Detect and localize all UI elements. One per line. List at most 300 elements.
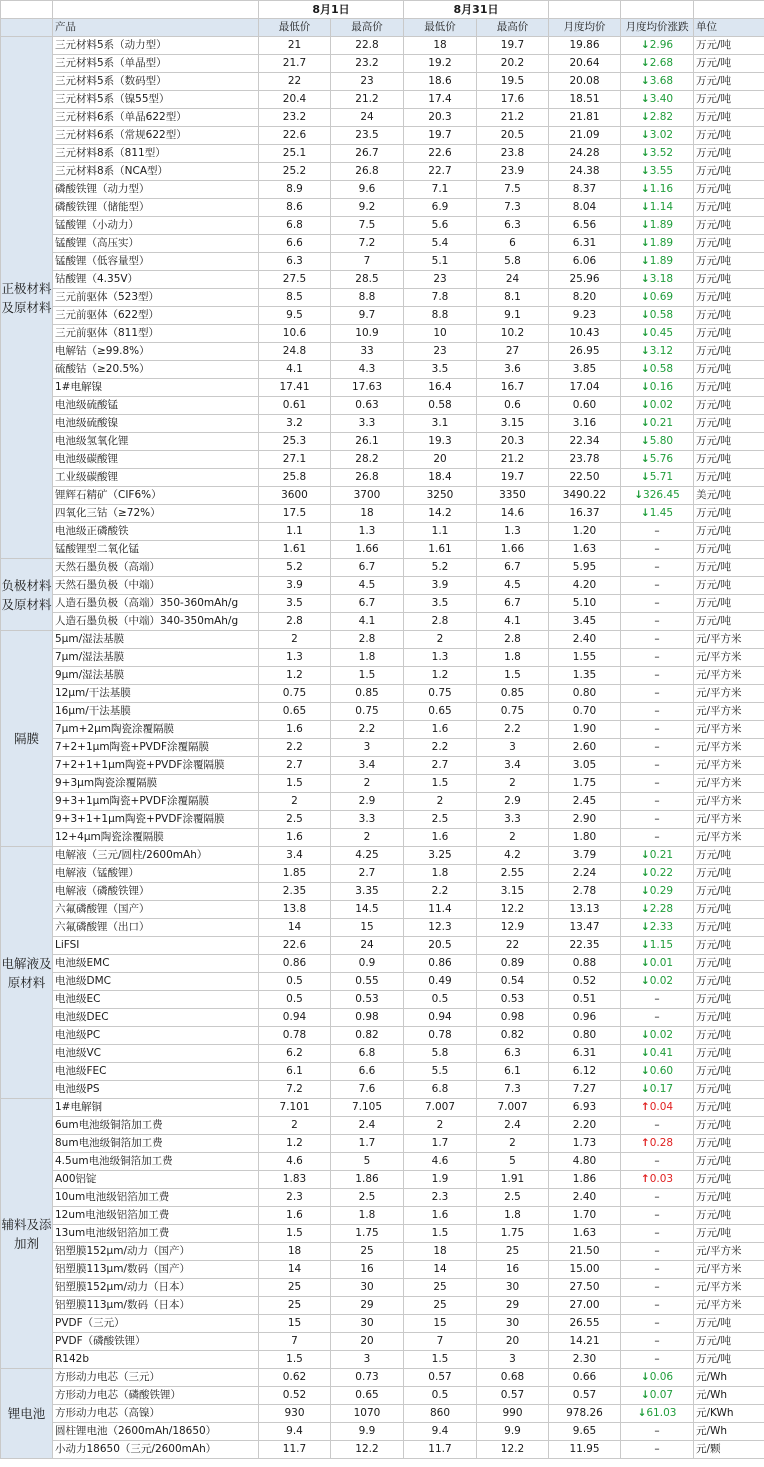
max-price-aug1: 6.7: [331, 595, 404, 613]
avg-change-value: –: [654, 795, 660, 807]
avg-change-value: –: [654, 1299, 660, 1311]
min-price-aug31: 12.3: [404, 919, 477, 937]
max-price-aug1: 0.55: [331, 973, 404, 991]
max-price-aug1: 3.4: [331, 757, 404, 775]
avg-change-cell: [621, 1441, 694, 1459]
product-name: 电池级DMC: [53, 973, 259, 991]
max-price-aug31: 20.2: [477, 55, 549, 73]
product-name: 电解液（磷酸铁锂）: [53, 883, 259, 901]
monthly-avg-price: 9.65: [549, 1423, 621, 1441]
arrow-down-icon: ↓: [640, 219, 650, 231]
monthly-avg-price: 2.30: [549, 1351, 621, 1369]
table-row: [1, 217, 764, 235]
min-price-aug31: 3.5: [404, 361, 477, 379]
avg-change-value: 2.68: [649, 57, 674, 69]
max-price-aug1: 28.5: [331, 271, 404, 289]
unit-label: 万元/吨: [694, 577, 764, 595]
min-price-aug1: 0.52: [259, 1387, 331, 1405]
min-price-aug31: 1.2: [404, 667, 477, 685]
max-price-aug31: 990: [477, 1405, 549, 1423]
min-price-aug31: 0.94: [404, 1009, 477, 1027]
max-price-aug1: 22.8: [331, 37, 404, 55]
min-price-aug31: 25: [404, 1279, 477, 1297]
avg-change-value: –: [654, 831, 660, 843]
avg-change-cell: [621, 1423, 694, 1441]
min-price-aug1: 1.6: [259, 1207, 331, 1225]
min-price-aug31: 4.6: [404, 1153, 477, 1171]
table-row: [1, 793, 764, 811]
max-price-aug31: 7.5: [477, 181, 549, 199]
max-price-aug1: 23: [331, 73, 404, 91]
min-price-aug31: 3.25: [404, 847, 477, 865]
arrow-down-icon: ↓: [640, 75, 650, 87]
max-price-aug1: 9.7: [331, 307, 404, 325]
min-price-aug31: 15: [404, 1315, 477, 1333]
column-header-product: 产品: [53, 19, 259, 37]
min-price-aug1: 7.101: [259, 1099, 331, 1117]
max-price-aug31: 1.75: [477, 1225, 549, 1243]
unit-label: 元/平方米: [694, 703, 764, 721]
avg-change-cell: [621, 433, 694, 451]
monthly-avg-price: 26.95: [549, 343, 621, 361]
unit-label: 元/Wh: [694, 1387, 764, 1405]
min-price-aug1: 9.5: [259, 307, 331, 325]
unit-label: 元/平方米: [694, 793, 764, 811]
min-price-aug31: 1.5: [404, 775, 477, 793]
product-name: 天然石墨负极（高端）: [53, 559, 259, 577]
product-name: 天然石墨负极（中端）: [53, 577, 259, 595]
avg-change-value: –: [654, 1245, 660, 1257]
table-row: [1, 307, 764, 325]
avg-change-value: 2.33: [649, 921, 674, 933]
max-price-aug31: 0.82: [477, 1027, 549, 1045]
max-price-aug1: 1.3: [331, 523, 404, 541]
max-price-aug1: 26.7: [331, 145, 404, 163]
arrow-up-icon: ↑: [640, 1101, 650, 1113]
product-name: 三元材料8系（811型）: [53, 145, 259, 163]
table-row: [1, 253, 764, 271]
table-row: [1, 1405, 764, 1423]
product-name: 6um电池级铜箔加工费: [53, 1117, 259, 1135]
product-name: 7μm+2μm陶瓷涂覆隔膜: [53, 721, 259, 739]
min-price-aug31: 18: [404, 1243, 477, 1261]
arrow-down-icon: ↓: [640, 237, 650, 249]
max-price-aug31: 16.7: [477, 379, 549, 397]
avg-change-cell: [621, 145, 694, 163]
unit-label: 万元/吨: [694, 1117, 764, 1135]
table-row: [1, 1423, 764, 1441]
max-price-aug1: 0.65: [331, 1387, 404, 1405]
header-blank-cell: [1, 19, 53, 37]
product-name: 电池级硫酸锰: [53, 397, 259, 415]
min-price-aug31: 1.61: [404, 541, 477, 559]
avg-change-cell: [621, 973, 694, 991]
avg-change-cell: [621, 235, 694, 253]
max-price-aug1: 2.7: [331, 865, 404, 883]
max-price-aug31: 0.6: [477, 397, 549, 415]
min-price-aug1: 25.8: [259, 469, 331, 487]
avg-change-cell: [621, 343, 694, 361]
max-price-aug31: 20.3: [477, 433, 549, 451]
table-row: [1, 667, 764, 685]
max-price-aug31: 6.1: [477, 1063, 549, 1081]
max-price-aug31: 2.8: [477, 631, 549, 649]
column-header-max-aug1: 最高价: [331, 19, 404, 37]
max-price-aug1: 3700: [331, 487, 404, 505]
unit-label: 万元/吨: [694, 1153, 764, 1171]
arrow-down-icon: ↓: [640, 921, 650, 933]
min-price-aug31: 2.8: [404, 613, 477, 631]
arrow-down-icon: ↓: [640, 435, 650, 447]
unit-label: 元/平方米: [694, 649, 764, 667]
monthly-avg-price: 8.37: [549, 181, 621, 199]
min-price-aug31: 0.49: [404, 973, 477, 991]
min-price-aug1: 6.2: [259, 1045, 331, 1063]
min-price-aug31: 14: [404, 1261, 477, 1279]
max-price-aug1: 21.2: [331, 91, 404, 109]
avg-change-value: 0.01: [649, 957, 674, 969]
monthly-avg-price: 0.51: [549, 991, 621, 1009]
avg-change-cell: [621, 1315, 694, 1333]
monthly-avg-price: 5.95: [549, 559, 621, 577]
min-price-aug1: 2.2: [259, 739, 331, 757]
category-label: 负极材料及原材料: [1, 559, 53, 631]
min-price-aug1: 0.61: [259, 397, 331, 415]
min-price-aug31: 18: [404, 37, 477, 55]
avg-change-cell: [621, 1045, 694, 1063]
max-price-aug31: 3.4: [477, 757, 549, 775]
monthly-avg-price: 2.78: [549, 883, 621, 901]
max-price-aug31: 6.3: [477, 1045, 549, 1063]
min-price-aug1: 1.6: [259, 829, 331, 847]
avg-change-value: 0.69: [649, 291, 674, 303]
monthly-avg-price: 27.00: [549, 1297, 621, 1315]
avg-change-cell: [621, 1207, 694, 1225]
min-price-aug1: 22.6: [259, 127, 331, 145]
min-price-aug1: 17.41: [259, 379, 331, 397]
max-price-aug31: 0.75: [477, 703, 549, 721]
arrow-down-icon: ↓: [640, 471, 650, 483]
arrow-down-icon: ↓: [640, 273, 650, 285]
min-price-aug1: 0.65: [259, 703, 331, 721]
table-row: [1, 1027, 764, 1045]
product-name: 方形动力电芯（高镍）: [53, 1405, 259, 1423]
header-blank-cell: [694, 1, 764, 19]
max-price-aug1: 4.5: [331, 577, 404, 595]
avg-change-cell: [621, 721, 694, 739]
monthly-avg-price: 25.96: [549, 271, 621, 289]
arrow-down-icon: ↓: [640, 129, 650, 141]
max-price-aug1: 6.8: [331, 1045, 404, 1063]
product-name: 4.5um电池级铜箔加工费: [53, 1153, 259, 1171]
min-price-aug1: 14: [259, 919, 331, 937]
table-row: [1, 703, 764, 721]
avg-change-value: –: [654, 777, 660, 789]
unit-label: 万元/吨: [694, 361, 764, 379]
unit-label: 万元/吨: [694, 955, 764, 973]
product-name: 电池级DEC: [53, 1009, 259, 1027]
min-price-aug1: 6.3: [259, 253, 331, 271]
min-price-aug31: 20.3: [404, 109, 477, 127]
max-price-aug1: 3: [331, 739, 404, 757]
product-name: 钴酸锂（4.35V）: [53, 271, 259, 289]
header-blank-cell: [1, 1, 53, 19]
max-price-aug1: 6.6: [331, 1063, 404, 1081]
avg-change-cell: [621, 487, 694, 505]
min-price-aug31: 8.8: [404, 307, 477, 325]
min-price-aug31: 3.5: [404, 595, 477, 613]
min-price-aug31: 0.57: [404, 1369, 477, 1387]
max-price-aug1: 14.5: [331, 901, 404, 919]
avg-change-cell: [621, 307, 694, 325]
product-name: 电池级硫酸镍: [53, 415, 259, 433]
min-price-aug1: 10.6: [259, 325, 331, 343]
avg-change-value: –: [654, 525, 660, 537]
arrow-down-icon: ↓: [640, 903, 650, 915]
product-name: 7+2+1+1μm陶瓷+PVDF涂覆隔膜: [53, 757, 259, 775]
max-price-aug1: 29: [331, 1297, 404, 1315]
min-price-aug1: 2.3: [259, 1189, 331, 1207]
unit-label: 元/平方米: [694, 1297, 764, 1315]
monthly-avg-price: 6.31: [549, 1045, 621, 1063]
max-price-aug31: 7.3: [477, 199, 549, 217]
max-price-aug1: 8.8: [331, 289, 404, 307]
avg-change-cell: [621, 271, 694, 289]
avg-change-cell: [621, 1117, 694, 1135]
unit-label: 万元/吨: [694, 505, 764, 523]
monthly-avg-price: 21.81: [549, 109, 621, 127]
product-name: 12μm/干法基膜: [53, 685, 259, 703]
arrow-down-icon: ↓: [640, 183, 650, 195]
unit-label: 万元/吨: [694, 865, 764, 883]
min-price-aug31: 5.4: [404, 235, 477, 253]
table-row: [1, 271, 764, 289]
monthly-avg-price: 1.63: [549, 541, 621, 559]
max-price-aug1: 3.3: [331, 415, 404, 433]
min-price-aug1: 1.85: [259, 865, 331, 883]
unit-label: 万元/吨: [694, 883, 764, 901]
min-price-aug1: 13.8: [259, 901, 331, 919]
monthly-avg-price: 4.80: [549, 1153, 621, 1171]
max-price-aug31: 6.7: [477, 595, 549, 613]
table-row: [1, 1153, 764, 1171]
min-price-aug1: 1.1: [259, 523, 331, 541]
product-name: 铝塑膜152μm/动力（国产）: [53, 1243, 259, 1261]
avg-change-value: –: [654, 1335, 660, 1347]
unit-label: 元/Wh: [694, 1369, 764, 1387]
avg-change-value: 1.14: [649, 201, 674, 213]
avg-change-value: 0.28: [649, 1137, 674, 1149]
min-price-aug1: 2.35: [259, 883, 331, 901]
product-name: 工业级碳酸锂: [53, 469, 259, 487]
avg-change-value: –: [654, 579, 660, 591]
avg-change-cell: [621, 361, 694, 379]
max-price-aug1: 1.7: [331, 1135, 404, 1153]
arrow-down-icon: ↓: [640, 57, 650, 69]
arrow-down-icon: ↓: [640, 1083, 650, 1095]
min-price-aug31: 1.7: [404, 1135, 477, 1153]
unit-label: 万元/吨: [694, 91, 764, 109]
unit-label: 元/平方米: [694, 757, 764, 775]
product-name: 9+3μm陶瓷涂覆隔膜: [53, 775, 259, 793]
avg-change-value: 1.89: [649, 255, 674, 267]
min-price-aug1: 0.5: [259, 973, 331, 991]
monthly-avg-price: 6.31: [549, 235, 621, 253]
max-price-aug31: 0.57: [477, 1387, 549, 1405]
unit-label: 万元/吨: [694, 1171, 764, 1189]
product-name: 三元材料5系（动力型）: [53, 37, 259, 55]
max-price-aug31: 3: [477, 1351, 549, 1369]
monthly-avg-price: 978.26: [549, 1405, 621, 1423]
unit-label: 万元/吨: [694, 127, 764, 145]
max-price-aug1: 0.63: [331, 397, 404, 415]
unit-label: 万元/吨: [694, 55, 764, 73]
max-price-aug31: 29: [477, 1297, 549, 1315]
min-price-aug1: 1.61: [259, 541, 331, 559]
min-price-aug31: 2.2: [404, 739, 477, 757]
max-price-aug31: 8.1: [477, 289, 549, 307]
arrow-up-icon: ↑: [640, 1137, 650, 1149]
min-price-aug31: 6.9: [404, 199, 477, 217]
max-price-aug31: 25: [477, 1243, 549, 1261]
monthly-avg-price: 1.70: [549, 1207, 621, 1225]
monthly-avg-price: 11.95: [549, 1441, 621, 1459]
unit-label: 万元/吨: [694, 307, 764, 325]
avg-change-value: 0.58: [649, 309, 674, 321]
avg-change-cell: [621, 829, 694, 847]
min-price-aug1: 0.5: [259, 991, 331, 1009]
unit-label: 万元/吨: [694, 199, 764, 217]
max-price-aug1: 26.8: [331, 163, 404, 181]
avg-change-cell: [621, 325, 694, 343]
max-price-aug31: 19.7: [477, 37, 549, 55]
avg-change-value: –: [654, 1281, 660, 1293]
column-header-row: [1, 19, 764, 37]
max-price-aug1: 23.5: [331, 127, 404, 145]
min-price-aug31: 0.5: [404, 1387, 477, 1405]
table-row: [1, 613, 764, 631]
min-price-aug1: 0.75: [259, 685, 331, 703]
unit-label: 万元/吨: [694, 1009, 764, 1027]
avg-change-value: –: [654, 561, 660, 573]
unit-label: 万元/吨: [694, 289, 764, 307]
min-price-aug1: 2: [259, 631, 331, 649]
max-price-aug31: 2.4: [477, 1117, 549, 1135]
column-header-min-aug31: 最低价: [404, 19, 477, 37]
min-price-aug31: 5.8: [404, 1045, 477, 1063]
unit-label: 万元/吨: [694, 415, 764, 433]
product-name: 六氟磷酸锂（国产）: [53, 901, 259, 919]
product-name: 磷酸铁锂（动力型）: [53, 181, 259, 199]
product-name: 三元材料6系（单晶622型）: [53, 109, 259, 127]
date-header-aug31: 8月31日: [404, 1, 549, 19]
monthly-avg-price: 4.20: [549, 577, 621, 595]
arrow-down-icon: ↓: [640, 381, 650, 393]
min-price-aug1: 3600: [259, 487, 331, 505]
monthly-avg-price: 13.13: [549, 901, 621, 919]
monthly-avg-price: 1.20: [549, 523, 621, 541]
unit-label: 万元/吨: [694, 181, 764, 199]
table-row: [1, 1279, 764, 1297]
avg-change-value: 3.52: [649, 147, 674, 159]
min-price-aug1: 3.5: [259, 595, 331, 613]
min-price-aug31: 18.6: [404, 73, 477, 91]
table-row: [1, 865, 764, 883]
min-price-aug31: 10: [404, 325, 477, 343]
unit-label: 万元/吨: [694, 847, 764, 865]
table-row: [1, 757, 764, 775]
table-row: [1, 181, 764, 199]
avg-change-cell: [621, 901, 694, 919]
table-row: [1, 451, 764, 469]
monthly-avg-price: 2.45: [549, 793, 621, 811]
table-row: [1, 775, 764, 793]
avg-change-cell: [621, 1279, 694, 1297]
avg-change-value: 0.02: [649, 975, 674, 987]
avg-change-cell: [621, 1333, 694, 1351]
min-price-aug31: 2.2: [404, 883, 477, 901]
unit-label: 元/平方米: [694, 631, 764, 649]
min-price-aug1: 9.4: [259, 1423, 331, 1441]
avg-change-cell: [621, 1297, 694, 1315]
min-price-aug1: 2: [259, 793, 331, 811]
min-price-aug31: 3.9: [404, 577, 477, 595]
unit-label: 元/平方米: [694, 667, 764, 685]
arrow-down-icon: ↓: [640, 849, 650, 861]
min-price-aug31: 2: [404, 631, 477, 649]
table-row: [1, 55, 764, 73]
avg-change-cell: [621, 523, 694, 541]
avg-change-value: 0.02: [649, 399, 674, 411]
product-name: 六氟磷酸锂（出口）: [53, 919, 259, 937]
monthly-avg-price: 9.23: [549, 307, 621, 325]
max-price-aug1: 3: [331, 1351, 404, 1369]
min-price-aug1: 23.2: [259, 109, 331, 127]
table-row: [1, 1243, 764, 1261]
avg-change-value: –: [654, 1353, 660, 1365]
arrow-down-icon: ↓: [640, 867, 650, 879]
max-price-aug1: 17.63: [331, 379, 404, 397]
product-name: 电池级PS: [53, 1081, 259, 1099]
avg-change-cell: [621, 667, 694, 685]
max-price-aug31: 21.2: [477, 451, 549, 469]
max-price-aug31: 30: [477, 1315, 549, 1333]
monthly-avg-price: 20.64: [549, 55, 621, 73]
min-price-aug31: 1.9: [404, 1171, 477, 1189]
max-price-aug1: 2.5: [331, 1189, 404, 1207]
max-price-aug31: 12.9: [477, 919, 549, 937]
min-price-aug31: 23: [404, 271, 477, 289]
monthly-avg-price: 3.16: [549, 415, 621, 433]
product-name: 硫酸钴（≥20.5%）: [53, 361, 259, 379]
avg-change-value: –: [654, 633, 660, 645]
unit-label: 万元/吨: [694, 253, 764, 271]
min-price-aug1: 21: [259, 37, 331, 55]
avg-change-cell: [621, 91, 694, 109]
product-name: 电解液（锰酸锂）: [53, 865, 259, 883]
max-price-aug31: 1.91: [477, 1171, 549, 1189]
monthly-avg-price: 1.90: [549, 721, 621, 739]
monthly-avg-price: 22.34: [549, 433, 621, 451]
avg-change-value: 3.68: [649, 75, 674, 87]
arrow-down-icon: ↓: [640, 363, 650, 375]
avg-change-value: 0.17: [649, 1083, 674, 1095]
monthly-avg-price: 0.70: [549, 703, 621, 721]
max-price-aug31: 3350: [477, 487, 549, 505]
product-name: PVDF（三元）: [53, 1315, 259, 1333]
table-row: [1, 1135, 764, 1153]
avg-change-cell: [621, 919, 694, 937]
